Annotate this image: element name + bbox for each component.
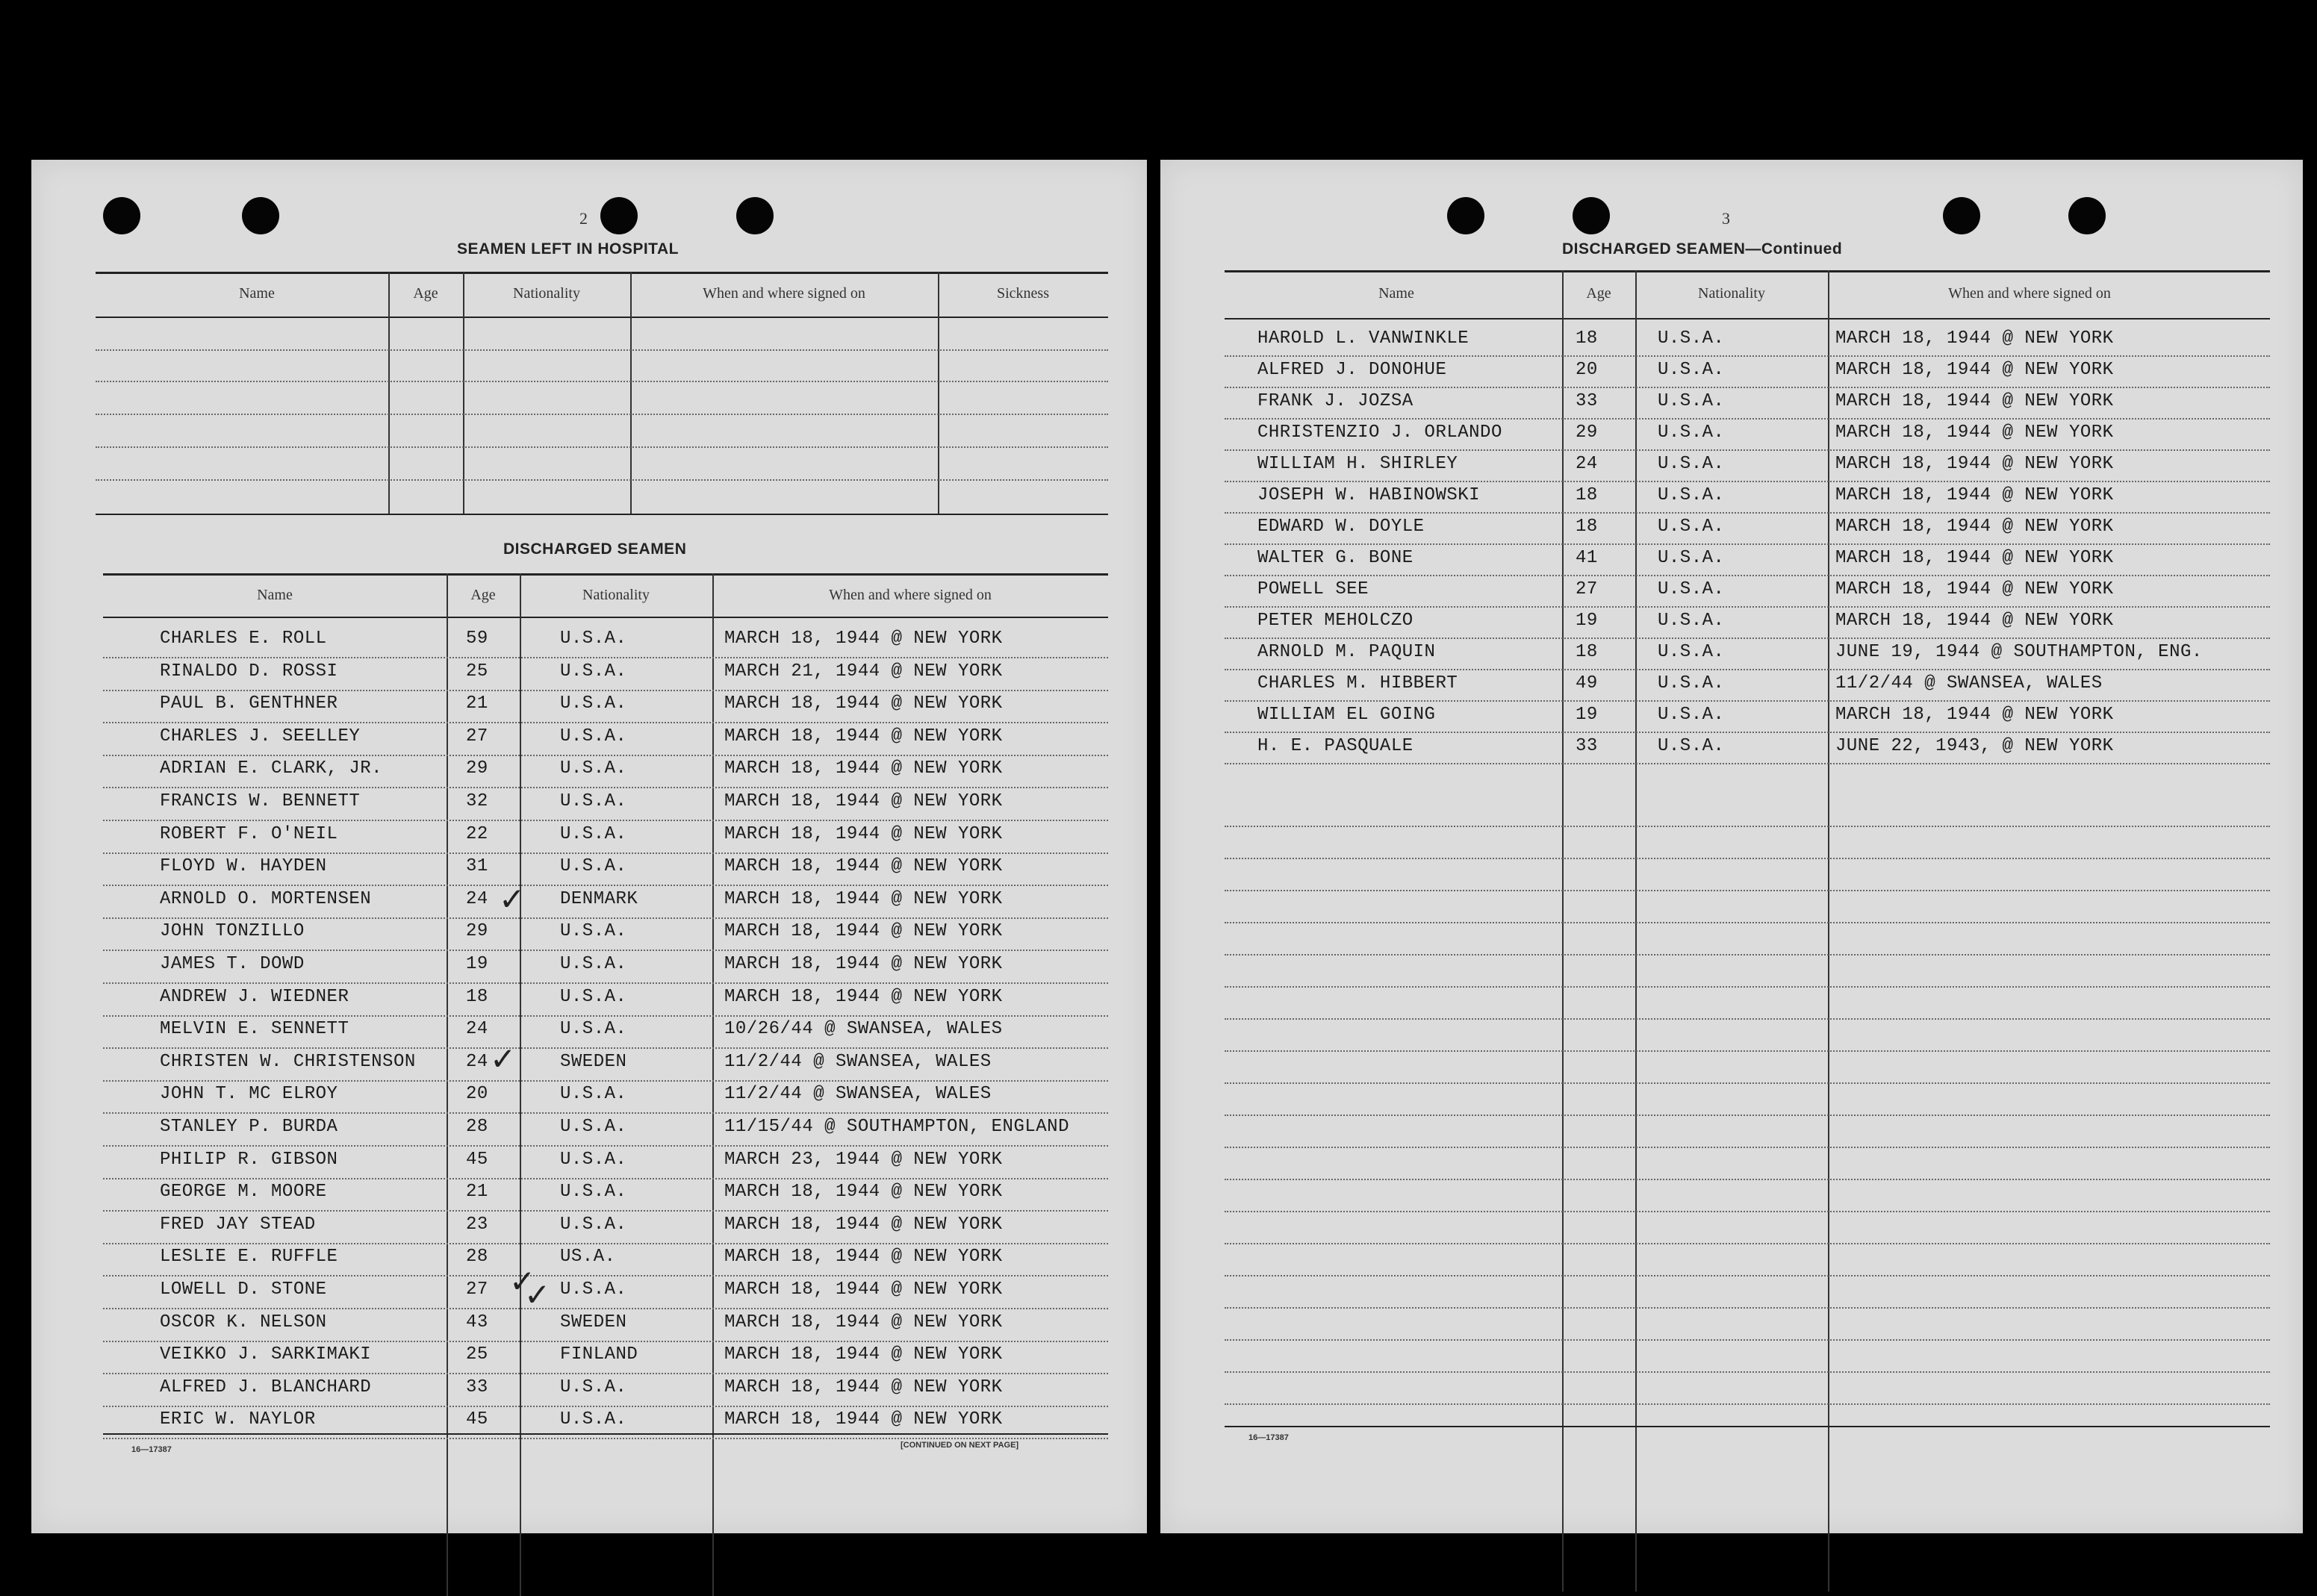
row-line xyxy=(1225,512,2270,514)
seaman-name: CHRISTENZIO J. ORLANDO xyxy=(1257,423,1502,443)
table-rule xyxy=(96,317,1108,318)
seaman-nationality: U.S.A. xyxy=(1658,485,1725,505)
row-line xyxy=(103,1308,1108,1309)
seaman-age: 24 xyxy=(466,1019,488,1039)
seaman-nationality: U.S.A. xyxy=(560,791,627,811)
seaman-name: FLOYD W. HAYDEN xyxy=(160,856,327,876)
seaman-nationality: U.S.A. xyxy=(560,726,627,746)
seaman-name: EDWARD W. DOYLE xyxy=(1257,517,1425,537)
row-line xyxy=(103,1373,1108,1374)
seaman-nationality: U.S.A. xyxy=(560,824,627,844)
punch-hole xyxy=(242,197,279,234)
seaman-name: FRANCIS W. BENNETT xyxy=(160,791,361,811)
seaman-signed-on: MARCH 18, 1944 @ NEW YORK xyxy=(724,1247,1003,1267)
row-line xyxy=(103,950,1108,951)
row-line xyxy=(1225,481,2270,482)
table-rule xyxy=(96,514,1108,515)
seaman-age: 33 xyxy=(1576,736,1598,756)
seaman-name: JOHN T. MC ELROY xyxy=(160,1084,338,1104)
seaman-age: 24 xyxy=(466,1052,488,1072)
discharged-section-title: DISCHARGED SEAMEN xyxy=(503,540,687,558)
seaman-nationality: U.S.A. xyxy=(1658,517,1725,537)
seaman-age: 28 xyxy=(466,1117,488,1137)
seaman-nationality: U.S.A. xyxy=(560,693,627,714)
seaman-nationality: U.S.A. xyxy=(1658,548,1725,568)
row-line xyxy=(1225,763,2270,764)
seaman-age: 32 xyxy=(466,791,488,811)
column-divider xyxy=(1828,270,1829,1592)
seaman-age: 59 xyxy=(466,629,488,649)
seaman-nationality: U.S.A. xyxy=(560,1150,627,1170)
seaman-nationality: U.S.A. xyxy=(560,1084,627,1104)
row-line xyxy=(1225,986,2270,988)
row-line xyxy=(103,1047,1108,1049)
seaman-name: HAROLD L. VANWINKLE xyxy=(1257,328,1469,349)
seaman-signed-on: MARCH 18, 1944 @ NEW YORK xyxy=(1835,517,2114,537)
seaman-nationality: DENMARK xyxy=(560,889,638,909)
seaman-name: GEORGE M. MOORE xyxy=(160,1182,327,1202)
row-line xyxy=(1225,449,2270,451)
row-line xyxy=(103,1438,1108,1439)
row-line xyxy=(1225,1050,2270,1052)
seaman-nationality: SWEDEN xyxy=(560,1312,627,1332)
seaman-signed-on: MARCH 18, 1944 @ NEW YORK xyxy=(724,1215,1003,1235)
seaman-signed-on: 11/2/44 @ SWANSEA, WALES xyxy=(724,1084,992,1104)
seaman-signed-on: MARCH 18, 1944 @ NEW YORK xyxy=(1835,579,2114,599)
punch-hole xyxy=(1447,197,1484,234)
row-line xyxy=(103,885,1108,886)
seaman-age: 33 xyxy=(1576,391,1598,411)
column-divider xyxy=(447,573,448,1596)
seaman-age: 45 xyxy=(466,1150,488,1170)
seaman-signed-on: MARCH 18, 1944 @ NEW YORK xyxy=(1835,360,2114,380)
seaman-nationality: U.S.A. xyxy=(1658,579,1725,599)
seaman-age: 29 xyxy=(466,758,488,779)
punch-hole xyxy=(103,197,140,234)
row-line xyxy=(1225,732,2270,733)
column-header-signed-on: When and where signed on xyxy=(1948,285,2111,302)
table-rule xyxy=(103,617,1108,618)
column-header-name: Name xyxy=(239,285,275,302)
seaman-age: 25 xyxy=(466,1344,488,1365)
punch-hole xyxy=(1573,197,1610,234)
row-line xyxy=(103,1406,1108,1407)
row-line xyxy=(1225,1371,2270,1373)
seaman-signed-on: MARCH 18, 1944 @ NEW YORK xyxy=(1835,485,2114,505)
column-divider xyxy=(520,573,521,1596)
seaman-name: PAUL B. GENTHNER xyxy=(160,693,338,714)
seaman-name: PETER MEHOLCZO xyxy=(1257,611,1413,631)
seaman-name: H. E. PASQUALE xyxy=(1257,736,1413,756)
table-rule xyxy=(103,573,1108,576)
row-line xyxy=(103,722,1108,723)
seaman-signed-on: MARCH 18, 1944 @ NEW YORK xyxy=(1835,611,2114,631)
row-line xyxy=(1225,638,2270,639)
continued-note: [CONTINUED ON NEXT PAGE] xyxy=(901,1441,1019,1450)
row-line xyxy=(103,852,1108,854)
seaman-name: WILLIAM EL GOING xyxy=(1257,705,1436,725)
seaman-nationality: U.S.A. xyxy=(560,987,627,1007)
seaman-age: 19 xyxy=(1576,611,1598,631)
row-line xyxy=(103,917,1108,919)
row-line xyxy=(1225,1307,2270,1309)
seaman-signed-on: JUNE 22, 1943, @ NEW YORK xyxy=(1835,736,2114,756)
seaman-signed-on: 11/2/44 @ SWANSEA, WALES xyxy=(724,1052,992,1072)
row-line xyxy=(103,1112,1108,1114)
seaman-age: 19 xyxy=(1576,705,1598,725)
table-rule xyxy=(1225,318,2270,319)
seaman-signed-on: MARCH 18, 1944 @ NEW YORK xyxy=(724,1279,1003,1300)
seaman-signed-on: MARCH 18, 1944 @ NEW YORK xyxy=(724,758,1003,779)
seaman-name: CHRISTEN W. CHRISTENSON xyxy=(160,1052,416,1072)
seaman-nationality: U.S.A. xyxy=(560,1182,627,1202)
seaman-nationality: U.S.A. xyxy=(1658,423,1725,443)
seaman-signed-on: MARCH 18, 1944 @ NEW YORK xyxy=(1835,705,2114,725)
check-mark: ✓ xyxy=(509,1263,536,1300)
table-rule xyxy=(1225,270,2270,272)
seaman-name: CHARLES E. ROLL xyxy=(160,629,327,649)
seaman-name: ARNOLD M. PAQUIN xyxy=(1257,642,1436,662)
check-mark: ✓ xyxy=(524,1277,551,1313)
seaman-signed-on: MARCH 18, 1944 @ NEW YORK xyxy=(724,1409,1003,1430)
row-line xyxy=(1225,606,2270,608)
seaman-signed-on: MARCH 18, 1944 @ NEW YORK xyxy=(724,1312,1003,1332)
seaman-age: 31 xyxy=(466,856,488,876)
seaman-nationality: U.S.A. xyxy=(560,1409,627,1430)
row-line xyxy=(1225,1179,2270,1180)
seaman-signed-on: MARCH 18, 1944 @ NEW YORK xyxy=(724,987,1003,1007)
table-rule xyxy=(103,1433,1108,1435)
seaman-signed-on: MARCH 18, 1944 @ NEW YORK xyxy=(724,629,1003,649)
seaman-signed-on: 11/15/44 @ SOUTHAMPTON, ENGLAND xyxy=(724,1117,1069,1137)
column-header-signed-on: When and where signed on xyxy=(703,285,865,302)
row-line xyxy=(1225,922,2270,923)
seaman-nationality: U.S.A. xyxy=(560,856,627,876)
column-header-name: Name xyxy=(1378,285,1414,302)
row-line xyxy=(103,820,1108,821)
row-line xyxy=(1225,1082,2270,1084)
punch-hole xyxy=(1943,197,1980,234)
column-divider xyxy=(1635,270,1637,1592)
seaman-nationality: U.S.A. xyxy=(1658,391,1725,411)
row-line xyxy=(103,787,1108,788)
seaman-name: LOWELL D. STONE xyxy=(160,1279,327,1300)
seaman-age: 20 xyxy=(1576,360,1598,380)
seaman-name: JOSEPH W. HABINOWSKI xyxy=(1257,485,1481,505)
continued-section-title: DISCHARGED SEAMEN—Continued xyxy=(1562,240,1843,258)
seaman-name: JOHN TONZILLO xyxy=(160,921,305,941)
seaman-age: 28 xyxy=(466,1247,488,1267)
seaman-nationality: US.A. xyxy=(560,1247,616,1267)
seaman-name: ARNOLD O. MORTENSEN xyxy=(160,889,372,909)
column-header-age: Age xyxy=(1586,285,1611,302)
row-line xyxy=(1225,1403,2270,1405)
seaman-name: JAMES T. DOWD xyxy=(160,954,305,974)
row-line xyxy=(1225,387,2270,388)
seaman-age: 49 xyxy=(1576,673,1598,693)
seaman-signed-on: MARCH 23, 1944 @ NEW YORK xyxy=(724,1150,1003,1170)
check-mark: ✓ xyxy=(490,1041,517,1077)
row-line xyxy=(96,381,1108,382)
row-line xyxy=(103,1178,1108,1179)
row-line xyxy=(1225,1147,2270,1148)
form-number: 16—17387 xyxy=(131,1445,172,1454)
row-line xyxy=(103,1080,1108,1082)
seaman-name: FRED JAY STEAD xyxy=(160,1215,316,1235)
seaman-nationality: U.S.A. xyxy=(560,1019,627,1039)
seaman-name: ERIC W. NAYLOR xyxy=(160,1409,316,1430)
seaman-age: 21 xyxy=(466,693,488,714)
row-line xyxy=(96,349,1108,351)
seaman-signed-on: MARCH 18, 1944 @ NEW YORK xyxy=(724,889,1003,909)
seaman-nationality: SWEDEN xyxy=(560,1052,627,1072)
seaman-age: 41 xyxy=(1576,548,1598,568)
seaman-name: ALFRED J. DONOHUE xyxy=(1257,360,1447,380)
column-header-nationality: Nationality xyxy=(513,285,580,302)
seaman-nationality: U.S.A. xyxy=(1658,611,1725,631)
column-divider xyxy=(1562,270,1564,1592)
seaman-nationality: U.S.A. xyxy=(1658,360,1725,380)
seaman-signed-on: MARCH 18, 1944 @ NEW YORK xyxy=(1835,454,2114,474)
seaman-signed-on: MARCH 18, 1944 @ NEW YORK xyxy=(1835,548,2114,568)
seaman-age: 33 xyxy=(466,1377,488,1397)
seaman-nationality: U.S.A. xyxy=(560,1279,627,1300)
row-line xyxy=(103,1145,1108,1147)
punch-hole xyxy=(600,197,638,234)
seaman-signed-on: MARCH 18, 1944 @ NEW YORK xyxy=(1835,328,2114,349)
seaman-nationality: FINLAND xyxy=(560,1344,638,1365)
seaman-name: ALFRED J. BLANCHARD xyxy=(160,1377,372,1397)
seaman-signed-on: MARCH 18, 1944 @ NEW YORK xyxy=(724,791,1003,811)
row-line xyxy=(1225,355,2270,357)
seaman-nationality: U.S.A. xyxy=(1658,705,1725,725)
seaman-name: WALTER G. BONE xyxy=(1257,548,1413,568)
column-header-nationality: Nationality xyxy=(1698,285,1765,302)
row-line xyxy=(1225,669,2270,670)
column-header-signed-on: When and where signed on xyxy=(829,587,992,603)
punch-hole xyxy=(736,197,774,234)
column-header-sickness: Sickness xyxy=(997,285,1049,302)
row-line xyxy=(1225,418,2270,420)
punch-hole xyxy=(2068,197,2106,234)
page-number: 3 xyxy=(1722,209,1730,228)
seaman-age: 24 xyxy=(466,889,488,909)
seaman-age: 23 xyxy=(466,1215,488,1235)
seaman-nationality: U.S.A. xyxy=(560,954,627,974)
seaman-age: 24 xyxy=(1576,454,1598,474)
row-line xyxy=(96,414,1108,415)
seaman-name: RINALDO D. ROSSI xyxy=(160,661,338,682)
column-header-nationality: Nationality xyxy=(582,587,650,603)
seaman-signed-on: MARCH 18, 1944 @ NEW YORK xyxy=(724,726,1003,746)
seaman-signed-on: MARCH 18, 1944 @ NEW YORK xyxy=(1835,391,2114,411)
seaman-nationality: U.S.A. xyxy=(560,1377,627,1397)
seaman-signed-on: MARCH 18, 1944 @ NEW YORK xyxy=(724,921,1003,941)
check-mark: ✓ xyxy=(499,881,526,917)
seaman-signed-on: MARCH 18, 1944 @ NEW YORK xyxy=(724,954,1003,974)
column-divider xyxy=(712,573,714,1596)
row-line xyxy=(103,1243,1108,1244)
seaman-nationality: U.S.A. xyxy=(560,661,627,682)
seaman-nationality: U.S.A. xyxy=(1658,736,1725,756)
seaman-age: 29 xyxy=(466,921,488,941)
seaman-age: 18 xyxy=(1576,517,1598,537)
row-line xyxy=(1225,826,2270,827)
row-line xyxy=(103,1015,1108,1017)
seaman-name: STANLEY P. BURDA xyxy=(160,1117,338,1137)
seaman-name: POWELL SEE xyxy=(1257,579,1369,599)
seaman-signed-on: MARCH 18, 1944 @ NEW YORK xyxy=(724,1377,1003,1397)
seaman-age: 45 xyxy=(466,1409,488,1430)
seaman-signed-on: MARCH 18, 1944 @ NEW YORK xyxy=(724,1344,1003,1365)
seaman-signed-on: MARCH 18, 1944 @ NEW YORK xyxy=(724,824,1003,844)
column-header-name: Name xyxy=(257,587,293,603)
row-line xyxy=(103,982,1108,984)
seaman-nationality: U.S.A. xyxy=(1658,673,1725,693)
seaman-nationality: U.S.A. xyxy=(560,629,627,649)
row-line xyxy=(1225,1018,2270,1020)
row-line xyxy=(96,479,1108,481)
seaman-age: 18 xyxy=(466,987,488,1007)
seaman-name: PHILIP R. GIBSON xyxy=(160,1150,338,1170)
left-page xyxy=(31,160,1147,1533)
table-rule xyxy=(96,272,1108,274)
seaman-age: 20 xyxy=(466,1084,488,1104)
seaman-signed-on: JUNE 19, 1944 @ SOUTHAMPTON, ENG. xyxy=(1835,642,2203,662)
seaman-name: WILLIAM H. SHIRLEY xyxy=(1257,454,1458,474)
seaman-nationality: U.S.A. xyxy=(560,921,627,941)
row-line xyxy=(96,446,1108,448)
table-rule xyxy=(1225,1426,2270,1427)
seaman-name: OSCOR K. NELSON xyxy=(160,1312,327,1332)
seaman-age: 25 xyxy=(466,661,488,682)
row-line xyxy=(1225,575,2270,576)
seaman-age: 29 xyxy=(1576,423,1598,443)
seaman-age: 19 xyxy=(466,954,488,974)
seaman-name: CHARLES J. SEELLEY xyxy=(160,726,361,746)
page-number: 2 xyxy=(579,209,588,228)
seaman-age: 18 xyxy=(1576,642,1598,662)
row-line xyxy=(103,1341,1108,1342)
column-header-age: Age xyxy=(470,587,496,603)
seaman-signed-on: MARCH 18, 1944 @ NEW YORK xyxy=(724,1182,1003,1202)
seaman-name: LESLIE E. RUFFLE xyxy=(160,1247,338,1267)
seaman-age: 43 xyxy=(466,1312,488,1332)
row-line xyxy=(103,657,1108,658)
seaman-age: 22 xyxy=(466,824,488,844)
seaman-age: 18 xyxy=(1576,328,1598,349)
seaman-age: 27 xyxy=(466,726,488,746)
seaman-signed-on: MARCH 18, 1944 @ NEW YORK xyxy=(1835,423,2114,443)
form-number: 16—17387 xyxy=(1248,1433,1289,1442)
seaman-nationality: U.S.A. xyxy=(560,1215,627,1235)
seaman-signed-on: MARCH 18, 1944 @ NEW YORK xyxy=(724,693,1003,714)
seaman-nationality: U.S.A. xyxy=(1658,328,1725,349)
seaman-name: CHARLES M. HIBBERT xyxy=(1257,673,1458,693)
seaman-age: 18 xyxy=(1576,485,1598,505)
seaman-signed-on: 11/2/44 @ SWANSEA, WALES xyxy=(1835,673,2103,693)
row-line xyxy=(1225,954,2270,956)
seaman-age: 27 xyxy=(466,1279,488,1300)
row-line xyxy=(103,755,1108,756)
seaman-age: 21 xyxy=(466,1182,488,1202)
row-line xyxy=(1225,1115,2270,1116)
seaman-signed-on: 10/26/44 @ SWANSEA, WALES xyxy=(724,1019,1003,1039)
row-line xyxy=(103,1210,1108,1212)
row-line xyxy=(1225,858,2270,859)
seaman-signed-on: MARCH 21, 1944 @ NEW YORK xyxy=(724,661,1003,682)
row-line xyxy=(1225,1275,2270,1277)
seaman-name: FRANK J. JOZSA xyxy=(1257,391,1413,411)
seaman-nationality: U.S.A. xyxy=(1658,642,1725,662)
seaman-age: 27 xyxy=(1576,579,1598,599)
seaman-nationality: U.S.A. xyxy=(560,758,627,779)
seaman-signed-on: MARCH 18, 1944 @ NEW YORK xyxy=(724,856,1003,876)
right-page xyxy=(1160,160,2303,1533)
seaman-name: ANDREW J. WIEDNER xyxy=(160,987,349,1007)
row-line xyxy=(103,1275,1108,1277)
row-line xyxy=(1225,700,2270,702)
hospital-section-title: SEAMEN LEFT IN HOSPITAL xyxy=(457,240,679,258)
column-header-age: Age xyxy=(413,285,438,302)
seaman-name: VEIKKO J. SARKIMAKI xyxy=(160,1344,372,1365)
seaman-name: ADRIAN E. CLARK, JR. xyxy=(160,758,383,779)
row-line xyxy=(1225,890,2270,891)
seaman-name: ROBERT F. O'NEIL xyxy=(160,824,338,844)
seaman-name: MELVIN E. SENNETT xyxy=(160,1019,349,1039)
row-line xyxy=(1225,1339,2270,1341)
row-line xyxy=(1225,1243,2270,1244)
seaman-nationality: U.S.A. xyxy=(560,1117,627,1137)
row-line xyxy=(1225,543,2270,545)
seaman-nationality: U.S.A. xyxy=(1658,454,1725,474)
row-line xyxy=(1225,1211,2270,1212)
row-line xyxy=(103,690,1108,691)
